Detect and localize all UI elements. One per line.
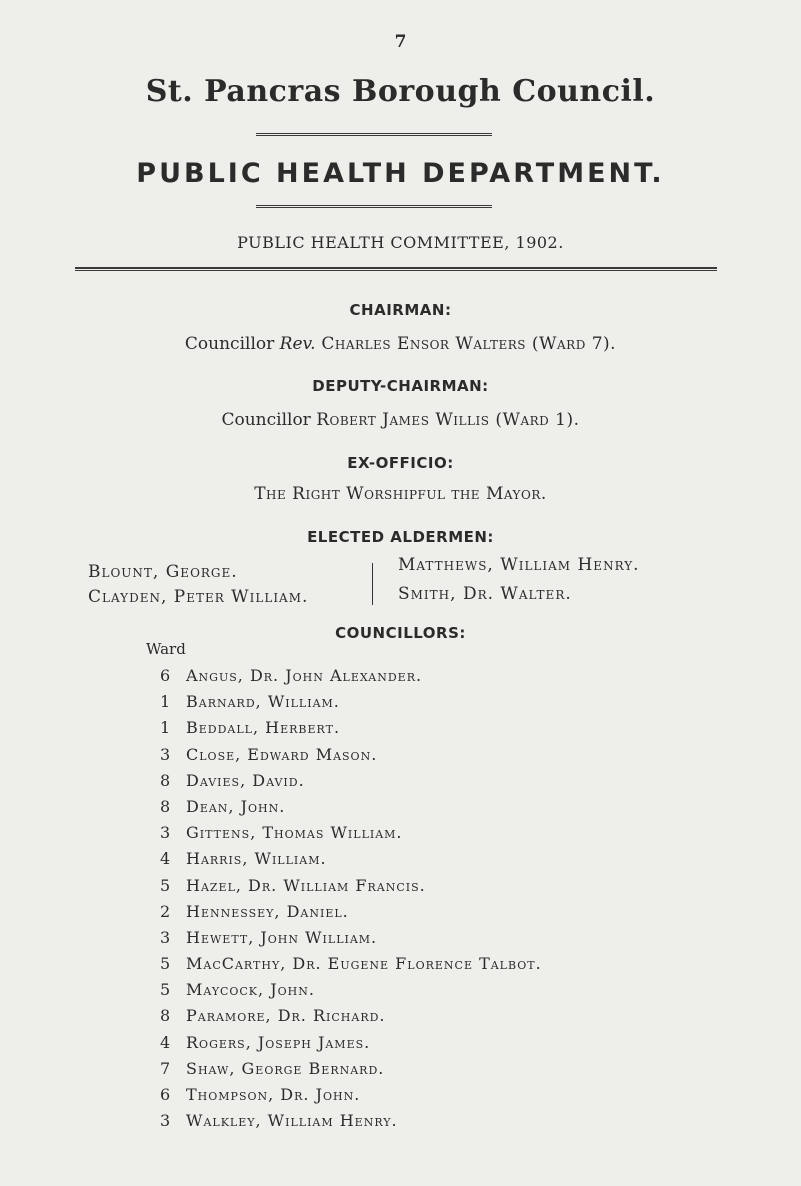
ward-number: 5 — [160, 980, 171, 1000]
councillor-row — [148, 954, 748, 980]
ward-number: 1 — [160, 692, 171, 712]
councillor-row — [148, 1033, 748, 1059]
councillor-name: Paramore, Dr. Richard. — [186, 1006, 386, 1026]
ward-number: 5 — [160, 875, 171, 895]
councillor-row — [148, 1059, 748, 1085]
councillor-name: Barnard, William. — [186, 692, 340, 712]
councillor-name: Angus, Dr. John Alexander. — [186, 666, 423, 685]
ward-number: 1 — [160, 718, 171, 738]
councillor-row — [148, 1111, 748, 1137]
page-number: 7 — [394, 32, 407, 52]
councillor-row — [148, 771, 748, 797]
chairman-title: Rev. — [279, 334, 316, 354]
ward-number: 3 — [160, 823, 171, 843]
ward-number: 3 — [160, 927, 171, 947]
ex-officio-name: The Right Worshipful the Mayor. — [254, 484, 547, 504]
deputy-chairman-name: Robert James Willis (Ward 1). — [316, 410, 580, 430]
deputy-chairman-prefix: Councillor — [221, 410, 317, 430]
councillor-name: Gittens, Thomas William. — [186, 823, 403, 843]
ward-number: 8 — [160, 770, 171, 790]
committee-title: PUBLIC HEALTH COMMITTEE, 1902. — [237, 233, 564, 252]
aldermen-heading: ELECTED ALDERMEN: — [307, 528, 494, 546]
councillor-row — [148, 1085, 748, 1111]
column-divider — [372, 563, 373, 605]
alderman-left-1: Blount, George. — [88, 562, 238, 582]
councillor-name: Davies, David. — [186, 770, 305, 790]
councillor-name: Thompson, Dr. John. — [186, 1085, 361, 1104]
ward-column-label: Ward — [146, 640, 186, 658]
councillor-name: Dean, John. — [186, 796, 286, 816]
deputy-chairman-heading: DEPUTY-CHAIRMAN: — [312, 377, 489, 395]
councillor-row — [148, 718, 748, 744]
councillor-row — [148, 692, 748, 718]
councillors-heading: COUNCILLORS: — [335, 624, 466, 642]
councillor-row — [148, 823, 748, 849]
councillor-name: Hennessey, Daniel. — [186, 901, 349, 921]
councillor-name: Beddall, Herbert. — [186, 718, 341, 738]
councillor-row — [148, 745, 748, 771]
chairman-heading: CHAIRMAN: — [349, 301, 452, 319]
ward-number: 5 — [160, 954, 171, 974]
ward-number: 4 — [160, 849, 171, 869]
councillor-name: Rogers, Joseph James. — [186, 1032, 371, 1052]
ward-number: 3 — [160, 744, 171, 764]
councillor-name: Walkley, William Henry. — [186, 1111, 398, 1131]
alderman-left-2: Clayden, Peter William. — [88, 587, 309, 607]
councillor-row — [148, 849, 748, 875]
councillor-row — [148, 666, 748, 692]
councillor-name: Shaw, George Bernard. — [186, 1058, 385, 1078]
councillor-row — [148, 876, 748, 902]
councillor-name: Harris, William. — [186, 849, 327, 869]
alderman-right-2: Smith, Dr. Walter. — [398, 584, 572, 604]
councillor-list — [148, 666, 748, 1137]
ward-number: 3 — [160, 1111, 171, 1131]
councillor-name: Hewett, John William. — [186, 927, 378, 947]
deputy-chairman-line — [0, 410, 801, 430]
councillor-row — [148, 902, 748, 928]
councillor-name: Hazel, Dr. William Francis. — [186, 875, 426, 895]
ward-number: 8 — [160, 796, 171, 816]
council-title: St. Pancras Borough Council. — [145, 74, 656, 109]
ward-number: 6 — [160, 666, 171, 685]
department-title: PUBLIC HEALTH DEPARTMENT. — [136, 158, 665, 189]
section-divider — [75, 267, 717, 271]
councillor-row — [148, 797, 748, 823]
councillor-row — [148, 928, 748, 954]
ward-number: 2 — [160, 901, 171, 921]
alderman-right-1: Matthews, William Henry. — [398, 555, 640, 575]
divider — [256, 205, 492, 208]
ward-number: 7 — [160, 1058, 171, 1078]
councillor-name: Close, Edward Mason. — [186, 744, 378, 764]
chairman-name: Charles Ensor Walters (Ward 7). — [315, 334, 617, 354]
divider — [256, 133, 492, 136]
ex-officio-heading: EX-OFFICIO: — [347, 454, 454, 472]
councillor-name: Maycock, John. — [186, 980, 315, 1000]
councillor-row — [148, 980, 748, 1006]
chairman-line — [0, 334, 801, 354]
councillor-name: MacCarthy, Dr. Eugene Florence Talbot. — [186, 954, 542, 974]
ward-number: 6 — [160, 1085, 171, 1104]
chairman-prefix: Councillor — [184, 334, 280, 354]
ward-number: 4 — [160, 1032, 171, 1052]
councillor-row — [148, 1006, 748, 1032]
ward-number: 8 — [160, 1006, 171, 1026]
